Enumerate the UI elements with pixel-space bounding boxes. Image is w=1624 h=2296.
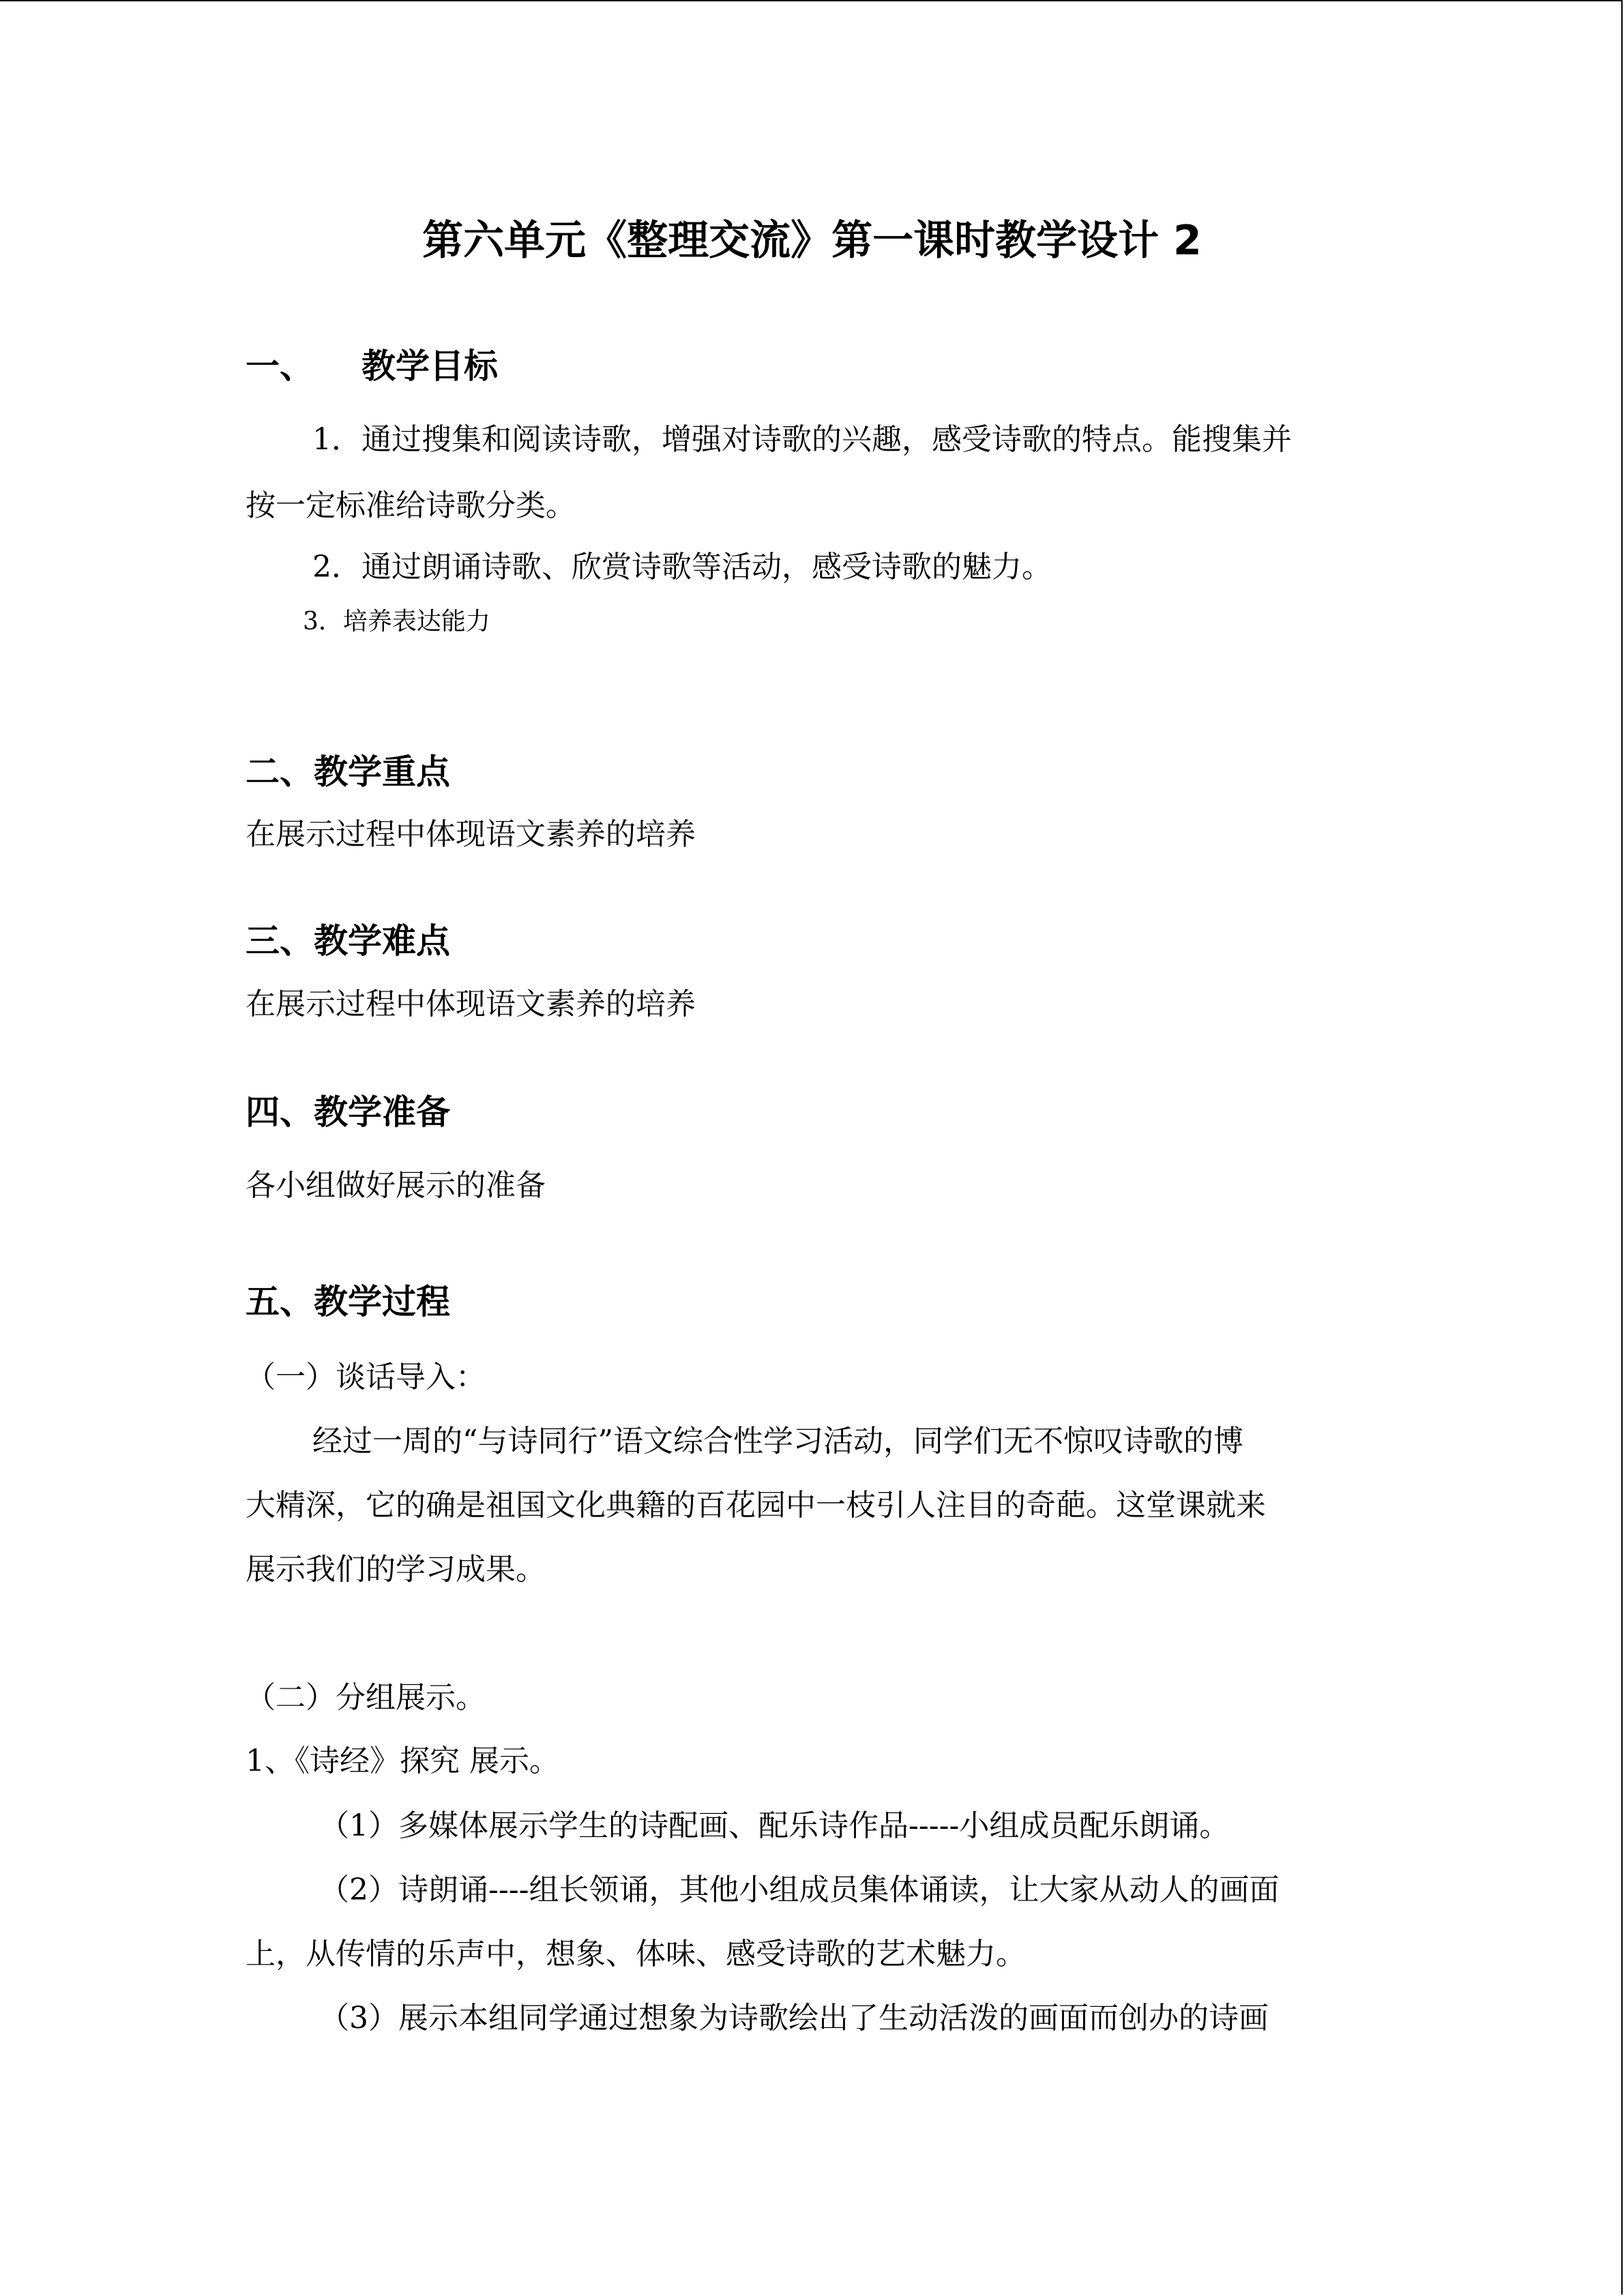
- section-number: 一、: [246, 346, 314, 386]
- document-title: 第六单元《整理交流》第一课时教学设计 2: [422, 217, 1202, 265]
- section-heading-objectives: [246, 342, 498, 390]
- group-item-3-line-1: （3）展示本组同学通过想象为诗歌绘出了生动活泼的画面而创办的诗画: [319, 2001, 1269, 2036]
- group-label: （二）分组展示。: [246, 1680, 486, 1715]
- key-points-text: 在展示过程中体现语文素养的培养: [246, 817, 696, 852]
- section-heading-process: 五、教学过程: [246, 1282, 450, 1322]
- group-item-2-line-2: 上，从传情的乐声中，想象、体味、感受诗歌的艺术魅力。: [246, 1937, 1026, 1971]
- group-item-2-line-1: （2）诗朗诵----组长领诵，其他小组成员集体诵读，让大家从动人的画面: [319, 1873, 1280, 1907]
- section-heading-difficulties: 三、教学难点: [246, 921, 450, 961]
- difficulties-text: 在展示过程中体现语文素养的培养: [246, 987, 696, 1022]
- intro-line-2: 大精深，它的确是祖国文化典籍的百花园中一枝引人注目的奇葩。这堂课就来: [246, 1488, 1266, 1523]
- objective-3: 3．培养表达能力: [303, 608, 490, 636]
- objective-1-line-1: 1．通过搜集和阅读诗歌，增强对诗歌的兴趣，感受诗歌的特点。能搜集并: [312, 422, 1292, 457]
- intro-line-1: 经过一周的“与诗同行”语文综合性学习活动，同学们无不惊叹诗歌的博: [312, 1424, 1243, 1459]
- group-sub-heading: 1、《诗经》探究 展示。: [246, 1744, 559, 1778]
- section-heading-key-points: 二、教学重点: [246, 752, 450, 792]
- preparation-text: 各小组做好展示的准备: [246, 1168, 546, 1203]
- group-item-1: （1）多媒体展示学生的诗配画、配乐诗作品-----小组成员配乐朗诵。: [319, 1808, 1230, 1843]
- objective-2: 2．通过朗诵诗歌、欣赏诗歌等活动，感受诗歌的魅力。: [312, 550, 1052, 584]
- intro-line-3: 展示我们的学习成果。: [246, 1552, 546, 1587]
- intro-label: （一）谈话导入：: [246, 1360, 486, 1395]
- section-heading-label: 教学目标: [361, 346, 498, 386]
- section-heading-preparation: 四、教学准备: [246, 1092, 450, 1132]
- objective-1-line-2: 按一定标准给诗歌分类。: [246, 488, 576, 523]
